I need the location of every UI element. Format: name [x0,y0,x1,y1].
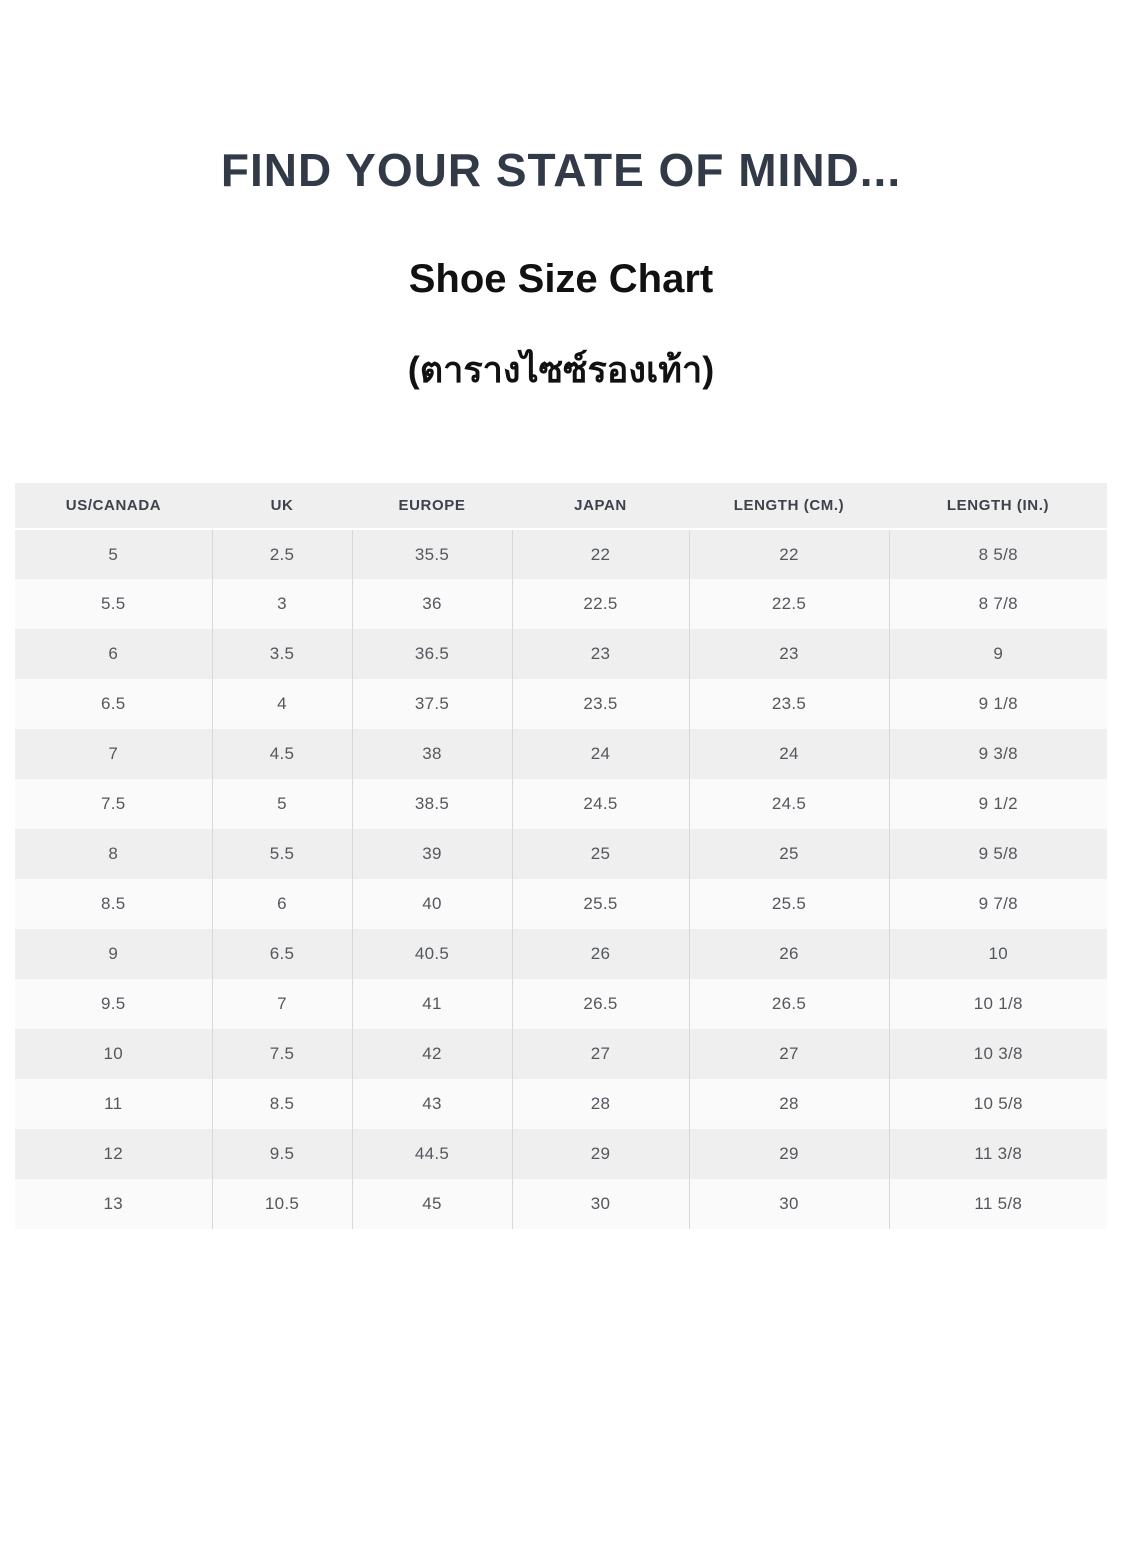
table-cell: 38 [352,729,512,779]
table-cell: 25.5 [512,879,689,929]
table-cell: 43 [352,1079,512,1129]
table-cell: 36.5 [352,629,512,679]
table-cell: 26 [689,929,889,979]
table-cell: 9 1/2 [889,779,1107,829]
table-cell: 40 [352,879,512,929]
table-row [15,1129,1107,1179]
table-cell: 39 [352,829,512,879]
table-cell: 5 [212,779,352,829]
table-cell: 26.5 [689,979,889,1029]
table-cell: 28 [512,1079,689,1129]
table-cell: 41 [352,979,512,1029]
table-cell: 4.5 [212,729,352,779]
table-row [15,679,1107,729]
table-cell: 7.5 [212,1029,352,1079]
table-cell: 27 [512,1029,689,1079]
table-cell: 9 7/8 [889,879,1107,929]
table-cell: 25 [689,829,889,879]
page-subtitle: Shoe Size Chart [408,257,714,301]
table-cell: 11 5/8 [889,1179,1107,1229]
table-cell: 10 3/8 [889,1029,1107,1079]
table-cell: 6 [108,644,119,663]
table-row [15,979,1107,1029]
table-cell: 8.5 [212,1079,352,1129]
table-cell: 7 [108,744,119,763]
table-cell: 25.5 [689,879,889,929]
table-cell: 10.5 [212,1179,352,1229]
table-cell: 37.5 [352,679,512,729]
table-row [15,579,1107,629]
table-cell: 24 [512,729,689,779]
table-cell: 44.5 [352,1129,512,1179]
column-header-japan: JAPAN [512,483,689,529]
table-cell: 29 [512,1129,689,1179]
table-cell: 9 [889,629,1107,679]
table-cell: 24 [689,729,889,779]
column-header-uk: UK [212,483,352,529]
table-cell: 22 [512,529,689,579]
table-cell: 10 5/8 [889,1079,1107,1129]
table-cell: 8 5/8 [889,529,1107,579]
table-cell: 10 [103,1044,123,1063]
table-header [15,483,1107,529]
table-cell: 23 [512,629,689,679]
table-cell: 9 5/8 [889,829,1107,879]
table-cell: 26.5 [512,979,689,1029]
table-cell: 40.5 [352,929,512,979]
table-cell: 9.5 [212,1129,352,1179]
page-title: FIND YOUR STATE OF MIND... [220,144,902,196]
table-cell: 9 [108,944,119,963]
table-cell: 42 [352,1029,512,1079]
table-cell: 22.5 [689,579,889,629]
shoe-size-chart-page [0,145,1122,1229]
table-cell: 45 [352,1179,512,1229]
table-row [15,1029,1107,1079]
column-header-length-in: LENGTH (IN.) [889,483,1107,529]
table-cell: 28 [689,1079,889,1129]
table-row [15,829,1107,879]
table-cell: 27 [689,1029,889,1079]
table-cell: 8.5 [100,894,126,913]
table-cell: 6.5 [212,929,352,979]
table-row [15,879,1107,929]
shoe-size-table [15,483,1107,1229]
table-cell: 11 [104,1094,123,1113]
table-cell: 10 [889,929,1107,979]
page-subtitle-thai: (ตารางไซซ์รองเท้า) [407,349,715,390]
table-cell: 12 [103,1144,123,1163]
table-row [15,929,1107,979]
table-cell: 2.5 [212,529,352,579]
table-cell: 10 1/8 [889,979,1107,1029]
table-cell: 30 [689,1179,889,1229]
table-row [15,1079,1107,1129]
table-cell: 26 [512,929,689,979]
table-cell: 6 [212,879,352,929]
table-header-row [15,483,1107,529]
table-cell: 7.5 [100,794,126,813]
table-row [15,529,1107,579]
table-cell: 24.5 [689,779,889,829]
column-header-length-cm: LENGTH (CM.) [689,483,889,529]
table-cell: 11 3/8 [889,1129,1107,1179]
table-row [15,779,1107,829]
table-cell: 5.5 [212,829,352,879]
size-table-container [15,483,1107,1229]
table-cell: 5.5 [100,594,126,613]
table-cell: 7 [212,979,352,1029]
size-table-body [15,529,1107,1229]
table-cell: 9 3/8 [889,729,1107,779]
table-cell: 35.5 [352,529,512,579]
table-cell: 38.5 [352,779,512,829]
table-cell: 23.5 [689,679,889,729]
table-cell: 36 [352,579,512,629]
table-cell: 23.5 [512,679,689,729]
table-cell: 6.5 [100,694,126,713]
table-cell: 22 [689,529,889,579]
table-cell: 29 [689,1129,889,1179]
table-cell: 9 1/8 [889,679,1107,729]
column-header-europe: EUROPE [352,483,512,529]
table-row [15,1179,1107,1229]
table-cell: 3.5 [212,629,352,679]
table-cell: 5 [108,544,119,564]
table-cell: 30 [512,1179,689,1229]
table-cell: 9.5 [100,994,126,1013]
table-cell: 23 [689,629,889,679]
table-cell: 3 [212,579,352,629]
table-cell: 8 7/8 [889,579,1107,629]
table-cell: 25 [512,829,689,879]
table-cell: 22.5 [512,579,689,629]
column-header-us-canada: US/CANADA [15,483,212,529]
table-row [15,629,1107,679]
table-cell: 8 [108,844,119,863]
table-cell: 4 [212,679,352,729]
table-cell: 24.5 [512,779,689,829]
table-row [15,729,1107,779]
table-cell: 13 [103,1194,123,1213]
